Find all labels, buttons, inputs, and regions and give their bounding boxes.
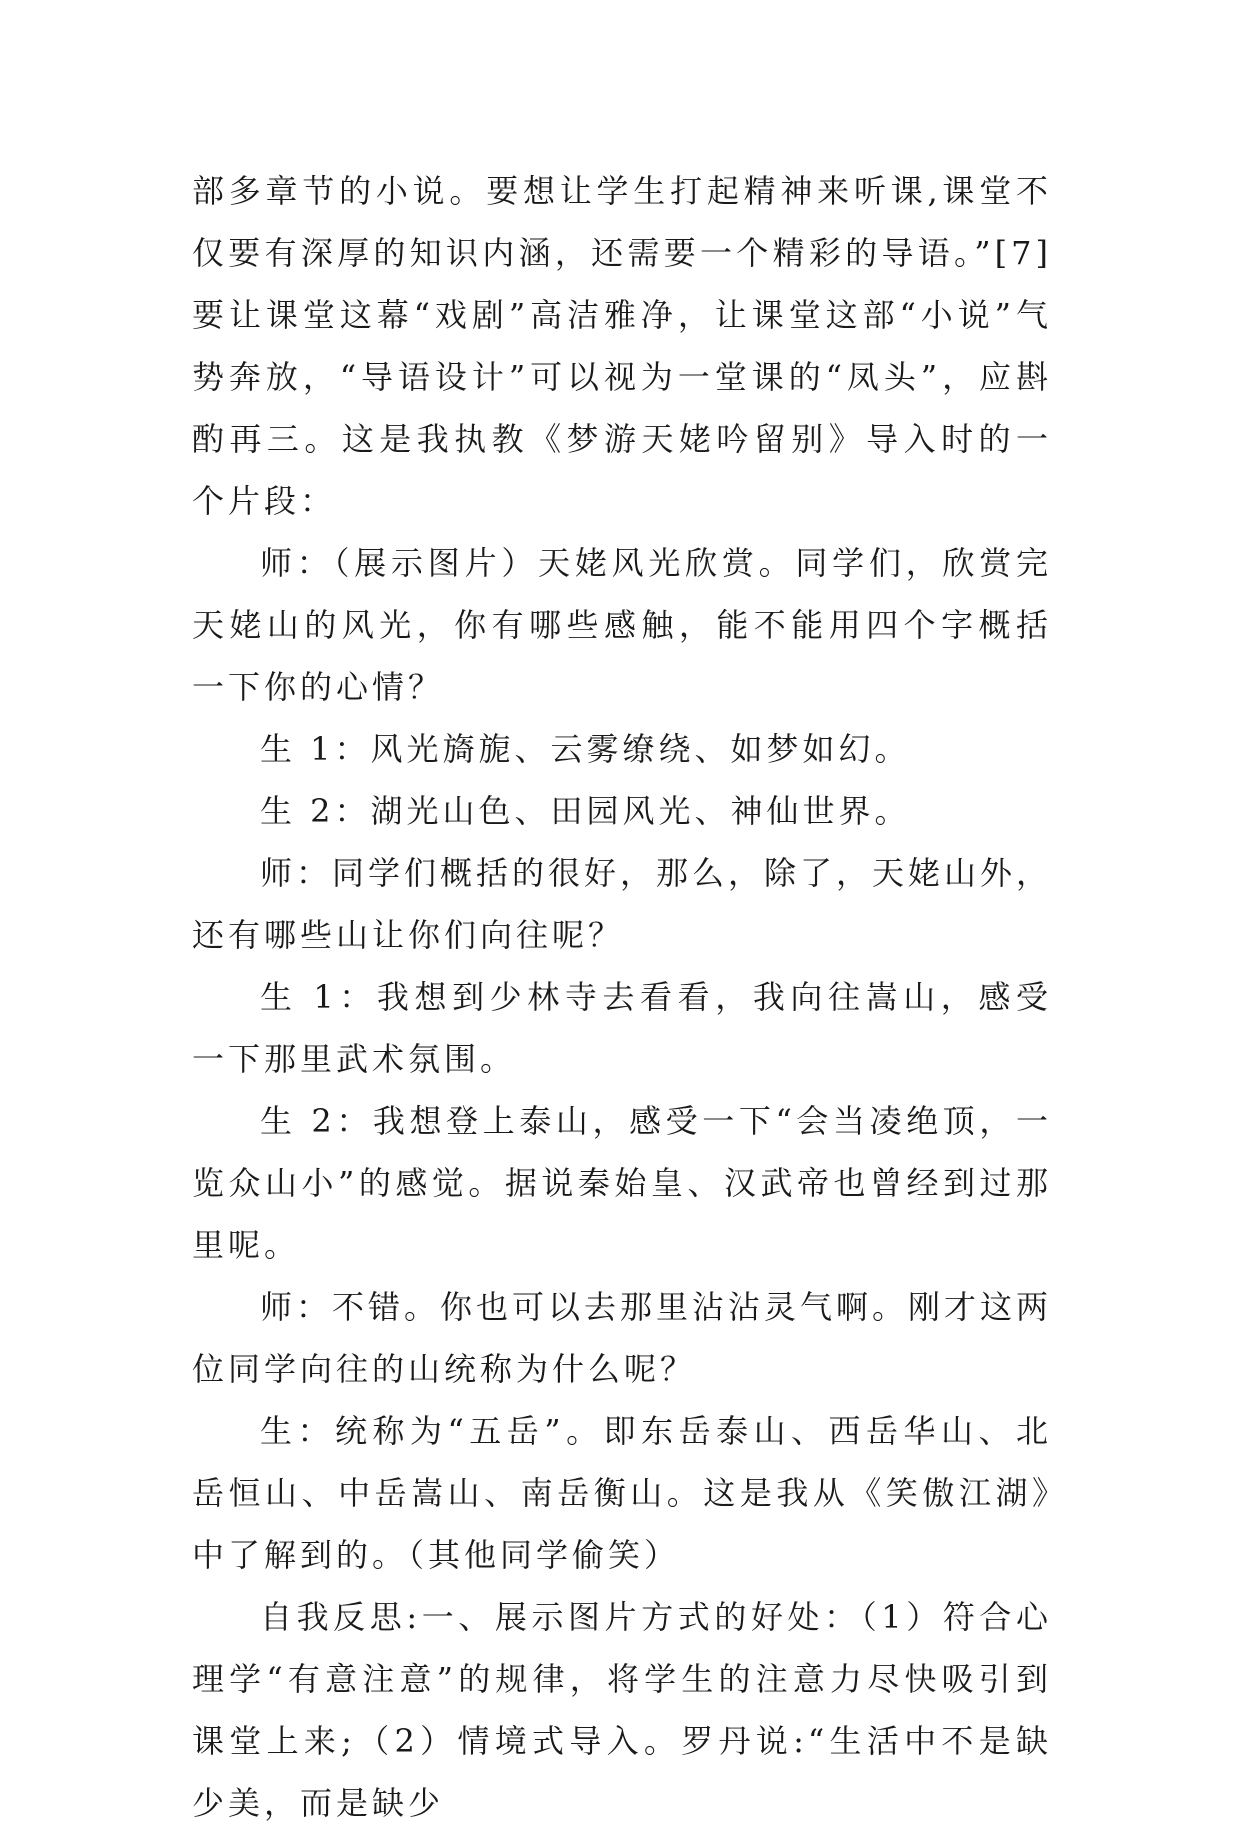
paragraph-student-2-taishan: 生 2：我想登上泰山，感受一下“会当凌绝顶，一览众山小”的感觉。据说秦始皇、汉武帝也曾经到过那里呢。	[192, 1102, 1052, 1264]
paragraph-teacher-question: 师：同学们概括的很好，那么，除了，天姥山外，还有哪些山让你们向往呢？	[192, 854, 1053, 954]
paragraph-self-reflection: 自我反思:一、展示图片方式的好处：（1）符合心理学“有意注意”的规律，将学生的注意力尽快吸引到课堂上来;（2）情境式导入。罗丹说:“生活中不是缺少美，而是缺少	[192, 1598, 1052, 1822]
paragraph-teacher-followup: 师：不错。你也可以去那里沾沾灵气啊。刚才这两位同学向往的山统称为什么呢？	[192, 1288, 1053, 1388]
document-body	[192, 160, 1052, 1834]
paragraph-continuation: 部多章节的小说。要想让学生打起精神来听课,课堂不仅要有深厚的知识内涵，还需要一个精彩的导语。”[7]要让课堂这幕“戏剧”高洁雅净，让课堂这部“小说”气势奔放，“导语设计”可以视为一堂课的“凤头”，应斟酌再三。这是我执教《梦游天姥吟留别》导入时的一个片段：	[192, 172, 1052, 520]
paragraph-student-1-songshan: 生 1：我想到少林寺去看看，我向往嵩山，感受一下那里武术氛围。	[192, 978, 1052, 1078]
paragraph-student-2-answer: 生 2：湖光山色、田园风光、神仙世界。	[260, 792, 911, 830]
paragraph-student-wuyue: 生：统称为“五岳”。即东岳泰山、西岳华山、北岳恒山、中岳嵩山、南岳衡山。这是我从《笑傲江湖》中了解到的。（其他同学偷笑）	[192, 1412, 1052, 1574]
paragraph-student-1-answer: 生 1：风光旖旎、云雾缭绕、如梦如幻。	[260, 730, 911, 768]
paragraph-teacher-intro: 师：（展示图片）天姥风光欣赏。同学们，欣赏完天姥山的风光，你有哪些感触，能不能用四个字概括一下你的心情？	[192, 544, 1052, 706]
